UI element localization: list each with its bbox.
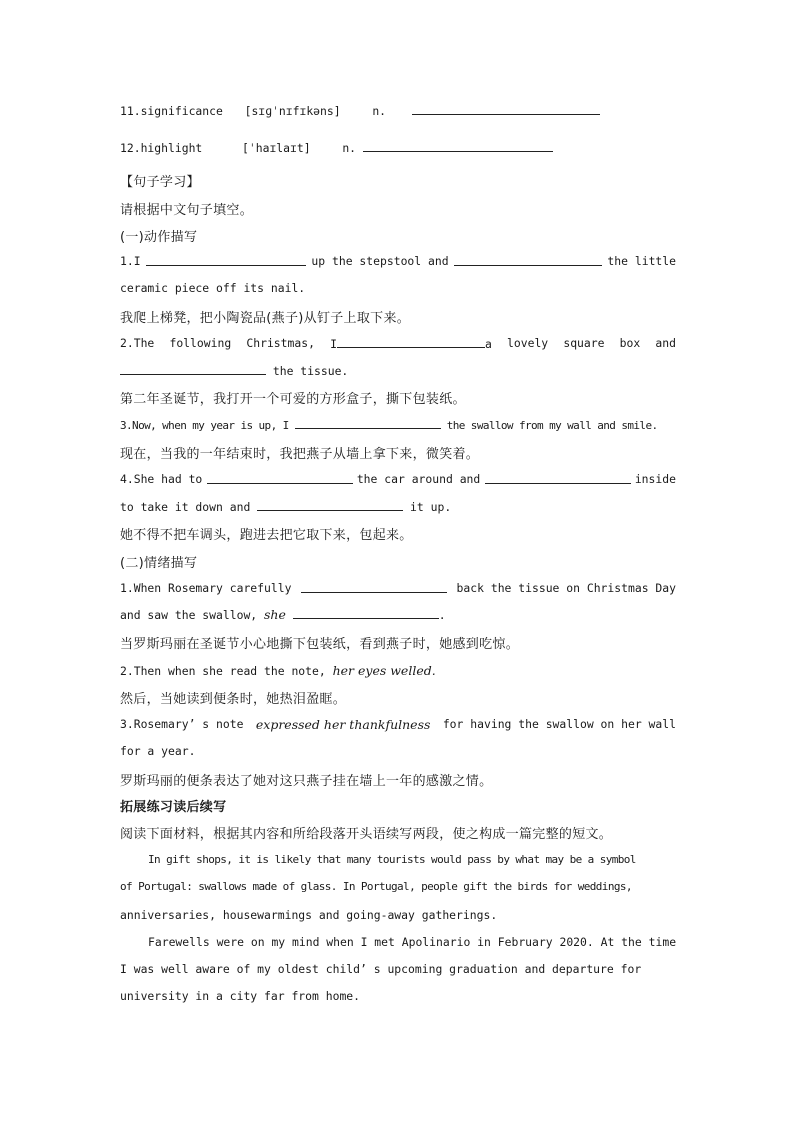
vocab-word: 12.highlight xyxy=(120,141,203,155)
answer-blank[interactable] xyxy=(257,499,403,511)
emotion-sentence-1-line2: and saw the swallow, she . xyxy=(120,607,446,622)
sentence-3-line1: 3.Now, when my year is up, I the swallow from my wall and smile. xyxy=(120,419,658,432)
vocab-phonetic: [ˈhaɪlaɪt] xyxy=(242,141,311,155)
answer-blank[interactable] xyxy=(293,607,439,619)
vocab-phonetic: [sɪɡˈnɪfɪkəns] xyxy=(244,104,341,118)
sentence-4-line2: to take it down and it up. xyxy=(120,500,452,514)
answer-blank[interactable] xyxy=(120,363,266,375)
emotion-sentence-3-line1: 3.Rosemary’ s note expressed her thankfulness for having the swallow on her wall xyxy=(120,717,676,732)
sentence-4-translation: 她不得不把车调头，跑进去把它取下来，包起来。 xyxy=(120,528,413,543)
answer-blank[interactable] xyxy=(146,254,306,266)
part2-title: (二)情绪描写 xyxy=(120,556,198,571)
vocab-pos: n. xyxy=(342,141,357,155)
emotion-sentence-1-translation: 当罗斯玛丽在圣诞节小心地撕下包装纸，看到燕子时，她感到吃惊。 xyxy=(120,637,520,652)
emotion-sentence-2-translation: 然后，当她读到便条时，她热泪盈眶。 xyxy=(120,692,347,707)
answer-blank[interactable] xyxy=(412,103,600,115)
answer-blank[interactable] xyxy=(207,472,353,484)
extension-instruction: 阅读下面材料，根据其内容和所给段落开头语续写两段，使之构成一篇完整的短文。 xyxy=(120,827,613,842)
vocab-pos: n. xyxy=(372,104,387,118)
sentence-1-translation: 我爬上梯凳，把小陶瓷品(燕子)从钉子上取下来。 xyxy=(120,311,411,326)
extension-title: 拓展练习读后续写 xyxy=(120,800,227,815)
answer-blank[interactable] xyxy=(454,254,602,266)
sentence-1-line2: ceramic piece off its nail. xyxy=(120,281,306,295)
answer-blank[interactable] xyxy=(363,140,553,152)
answer-blank[interactable] xyxy=(295,417,441,429)
section-instruction: 请根据中文句子填空。 xyxy=(120,203,254,218)
part1-title: (一)动作描写 xyxy=(120,230,198,245)
passage-para1-line2: of Portugal: swallows made of glass. In Portugal, people gift the birds for weddings, xyxy=(120,880,632,893)
answer-blank[interactable] xyxy=(337,336,485,348)
emotion-sentence-3-line2: for a year. xyxy=(120,744,196,758)
emotion-sentence-2-line1: 2.Then when she read the note, her eyes welled. xyxy=(120,663,436,678)
passage-para1-line3: anniversaries, housewarmings and going-away gatherings. xyxy=(120,908,498,922)
emotion-sentence-3-translation: 罗斯玛丽的便条表达了她对这只燕子挂在墙上一年的感激之情。 xyxy=(120,774,493,789)
sentence-4-line1: 4.She had to the car around and inside xyxy=(120,472,676,486)
passage-para2-line2: I was well aware of my oldest child’ s upcoming graduation and departure for xyxy=(120,962,642,976)
passage-para1-line1: In gift shops, it is likely that many tourists would pass by what may be a symbol xyxy=(148,853,636,866)
section-header: 【句子学习】 xyxy=(120,175,200,190)
passage-para2-line3: university in a city far from home. xyxy=(120,989,361,1003)
answer-blank[interactable] xyxy=(485,472,631,484)
vocab-item-11 xyxy=(120,103,676,118)
sentence-2-line1: 2.The following Christmas, I a lovely square box and xyxy=(120,336,676,351)
passage-para2-line1: Farewells were on my mind when I met Apolinario in February 2020. At the time xyxy=(148,935,677,949)
vocab-word: 11.significance xyxy=(120,104,223,118)
sentence-3-translation: 现在，当我的一年结束时，我把燕子从墙上拿下来，微笑着。 xyxy=(120,447,480,462)
sentence-2-line2: the tissue. xyxy=(120,363,676,378)
sentence-2-translation: 第二年圣诞节，我打开一个可爱的方形盒子，撕下包装纸。 xyxy=(120,392,466,407)
sentence-1-line1: 1.I up the stepstool and the little xyxy=(120,254,676,268)
vocab-item-12 xyxy=(120,140,676,155)
answer-blank[interactable] xyxy=(301,581,447,593)
emotion-sentence-1-line1: 1.When Rosemary carefully back the tissue on Christmas Day xyxy=(120,581,676,595)
